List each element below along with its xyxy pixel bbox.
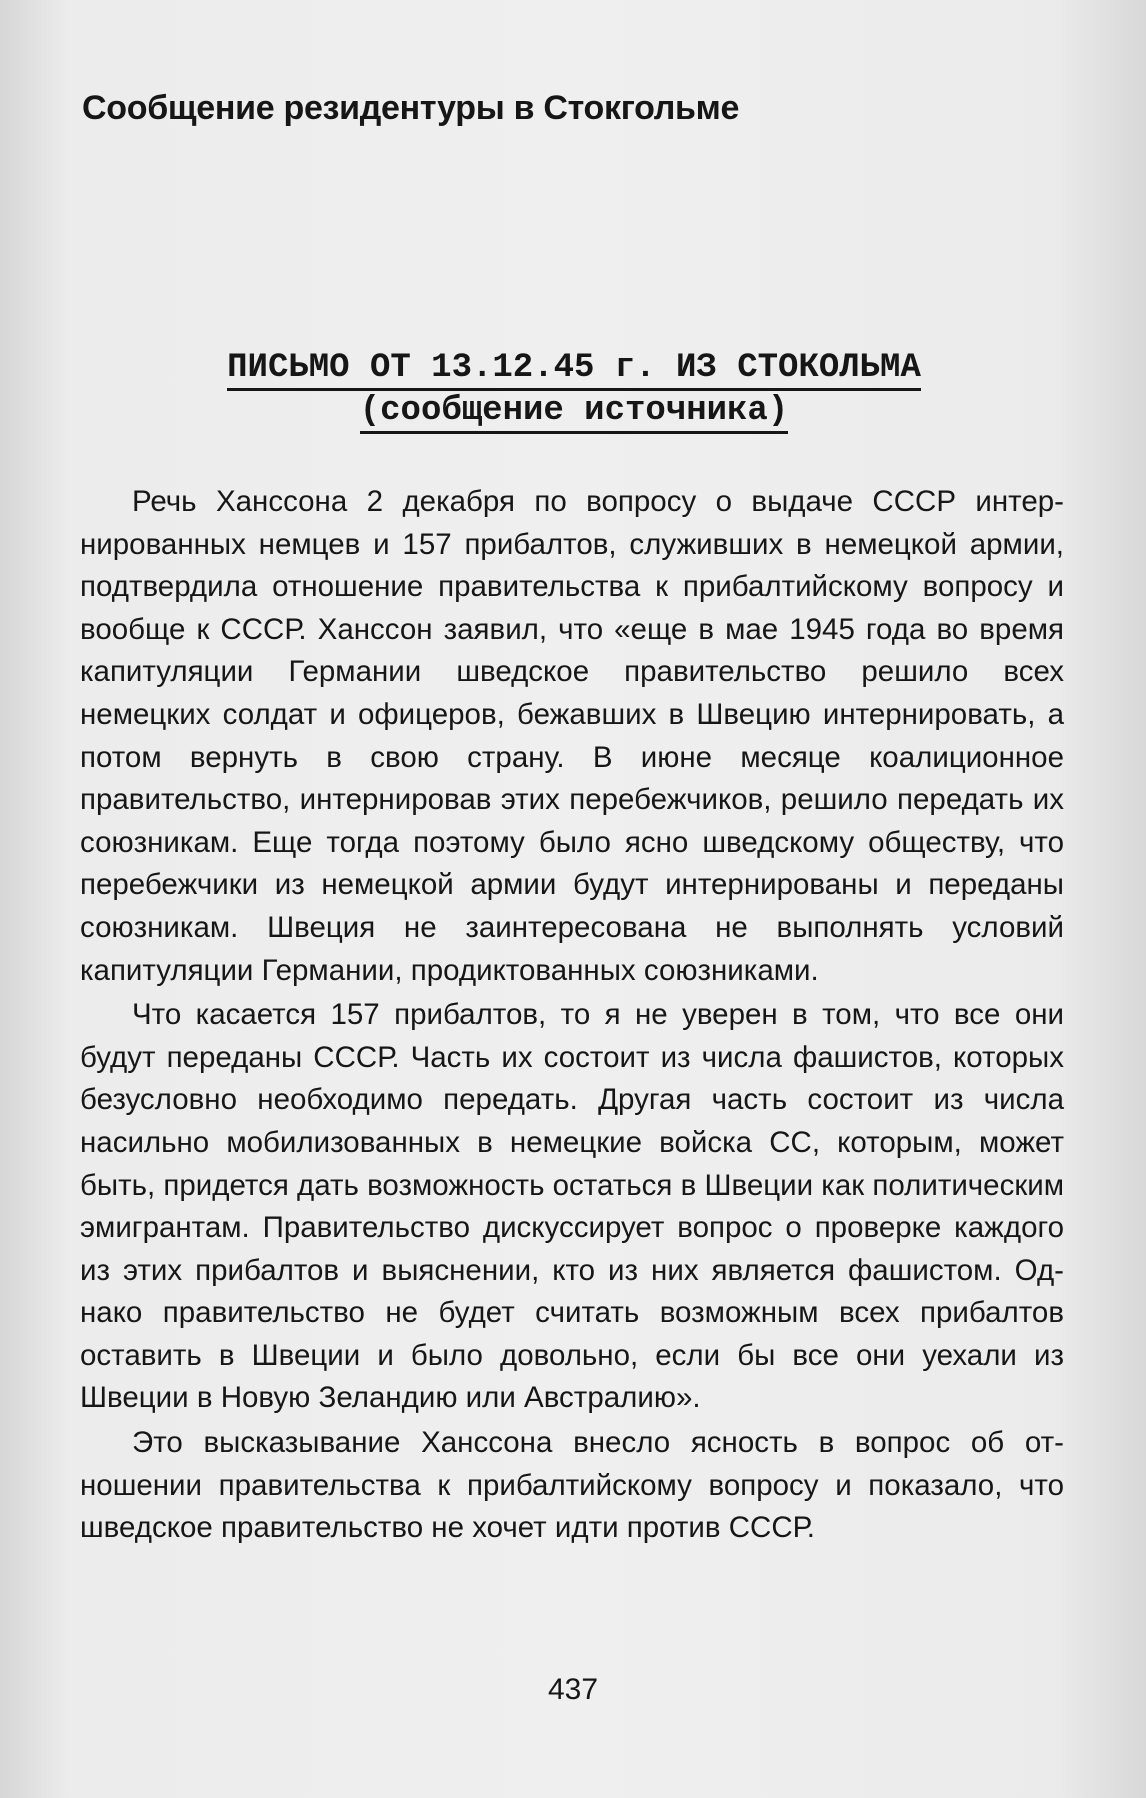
paragraph-1: Речь Ханссона 2 декабря по вопросу о выдаче СССР интернированных немцев и 157 прибалтов, служивших в немецкой армии, подтвердила отношение правительства к прибалтийскому вопросу и вообще к СССР. Ханссон заявил, что «еще в мае 1945 года во время капитуляции Германии шведское правительство решило всех немецких солдат и офицеров, бежавших в Швецию интернировать, а потом вернуть в свою страну. В июне месяце коалиционное правительство, интернировав этих перебежчиков, решило передать их союзникам. Еще тогда поэтому было ясно шведскому обществу, что перебежчики из немецкой армии будут интернированы и переданы союзникам. Швеция не заинтересована не выполнять условий капитуляции Германии, продиктованных союзниками. xyxy=(80,485,1064,987)
letter-title-line-1: ПИСЬМО ОТ 13.12.45 г. ИЗ СТОКОЛЬМА xyxy=(227,349,921,391)
section-heading: Сообщение резидентуры в Стокгольме xyxy=(82,89,740,127)
letter-title xyxy=(82,346,1066,390)
paragraph-3: Это высказывание Ханссона внесло ясность в вопрос об отношении правительства к прибалтийскому вопросу и показало, что шведское правительство не хочет идти против СССР. xyxy=(80,1426,1064,1545)
letter-body xyxy=(80,481,1064,1552)
page-number: 437 xyxy=(547,1673,599,1706)
letter-title-line-2: (сообщение источника) xyxy=(360,392,788,434)
letter-subtitle xyxy=(82,389,1066,433)
paragraph-2: Что касается 157 прибалтов, то я не уверен в том, что все они будут переданы СССР. Часть их состоит из числа фашистов, которых безусловно необходимо передать. Другая часть состоит из числа насильно мобилизованных в немецкие войска СС, которым, может быть, придется дать возможность остаться в Швеции как политическим эмигрантам. Правительство дискуссирует вопрос о проверке каждого из этих прибалтов и выяснении, кто из них является фашистом. Однако правительство не будет считать возможным всех прибалтов оставить в Швеции и было довольно, если бы все они уехали из Швеции в Новую Зеландию или Австралию». xyxy=(80,998,1064,1415)
